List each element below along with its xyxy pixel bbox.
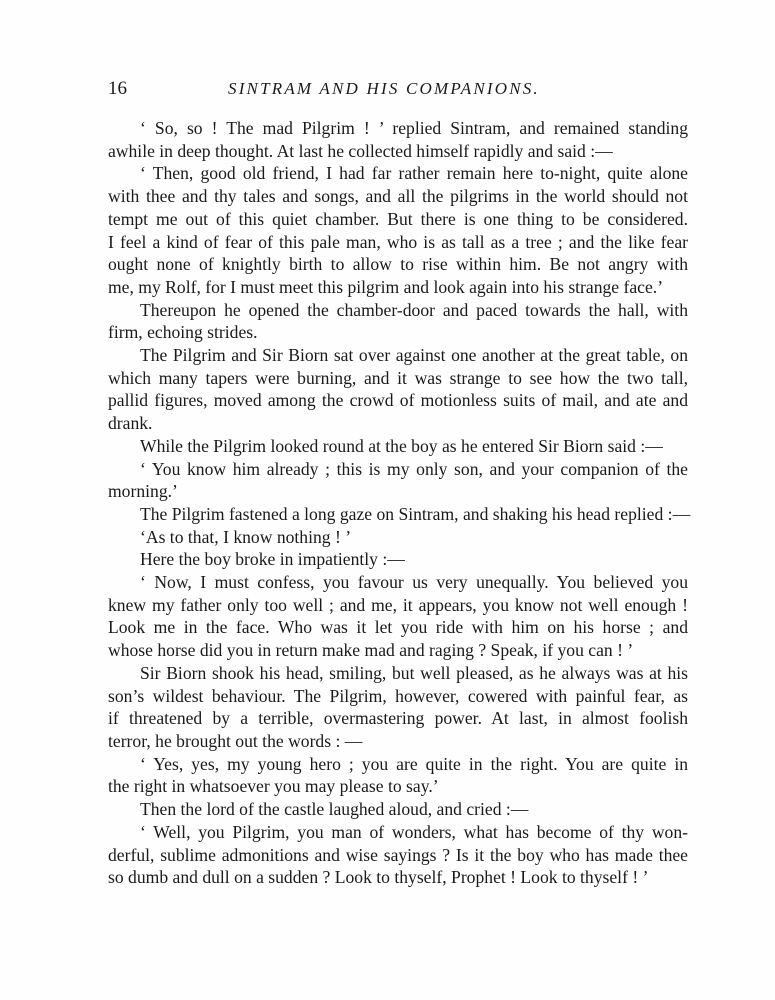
text-line: whose horse did you in return make mad and raging ? Speak, if you can ! ’ xyxy=(108,640,634,661)
text-line: tempt me out of this quiet chamber. But there is one thing to be considered. xyxy=(108,208,688,229)
paragraph xyxy=(108,821,688,889)
paragraph xyxy=(108,571,688,662)
text-line: ‘ Well, you Pilgrim, you man of wonders, what has become of thy won- xyxy=(140,821,688,842)
text-line: ‘ Yes, yes, my young hero ; you are quite in the right. You are quite in xyxy=(140,753,688,774)
paragraph xyxy=(108,344,688,435)
text-line: derful, sublime admonitions and wise sayings ? Is it the boy who has made thee xyxy=(108,844,688,865)
paragraph xyxy=(108,435,688,458)
text-line: knew my father only too well ; and me, it appears, you know not well enough ! xyxy=(108,594,688,615)
paragraph xyxy=(108,503,691,526)
paragraph xyxy=(108,117,688,162)
text-line: with thee and thy tales and songs, and all the pilgrims in the world should not xyxy=(108,186,688,207)
text-line: ought none of knightly birth to allow to rise within him. Be not angry with xyxy=(108,254,688,275)
text-line: I feel a kind of fear of this pale man, who is as tall as a tree ; and the like fear xyxy=(108,231,688,252)
page-number: 16 xyxy=(108,78,127,99)
text-line: Here the boy broke in impatiently :— xyxy=(140,549,405,570)
running-title: SINTRAM AND HIS COMPANIONS. xyxy=(228,79,540,98)
text-line: ‘ So, so ! The mad Pilgrim ! ’ replied Sintram, and remained standing xyxy=(140,118,688,138)
paragraph xyxy=(108,548,688,571)
text-line: so dumb and dull on a sudden ? Look to thyself, Prophet ! Look to thyself ! ’ xyxy=(108,867,649,888)
text-line: terror, he brought out the words : — xyxy=(108,730,363,751)
text-line: Sir Biorn shook his head, smiling, but well pleased, as he always was at his xyxy=(140,662,688,683)
text-line: drank. xyxy=(108,413,153,434)
paragraph xyxy=(108,162,688,298)
text-line: which many tapers were burning, and it was strange to see how the two tall, xyxy=(108,367,688,388)
paragraph xyxy=(108,798,688,821)
text-line: morning.’ xyxy=(108,481,178,502)
text-line: Thereupon he opened the chamber-door and paced towards the hall, with xyxy=(140,299,688,320)
text-line: While the Pilgrim looked round at the boy as he entered Sir Biorn said :— xyxy=(140,435,663,456)
page-header xyxy=(108,76,688,102)
paragraph xyxy=(108,662,688,753)
text-line: son’s wildest behaviour. The Pilgrim, however, cowered with painful fear, as xyxy=(108,685,688,706)
paragraph xyxy=(108,458,688,503)
text-line: ‘ You know him already ; this is my only son, and your companion of the xyxy=(140,458,688,479)
body-text xyxy=(108,117,691,889)
text-line: ‘ Now, I must confess, you favour us very unequally. You believed you xyxy=(140,572,688,593)
paragraph xyxy=(108,299,688,344)
text-line: Then the lord of the castle laughed aloud, and cried :— xyxy=(140,799,529,820)
text-line: me, my Rolf, for I must meet this pilgrim and look again into his strange face.’ xyxy=(108,276,664,297)
text-line: if threatened by a terrible, overmastering power. At last, in almost foolish xyxy=(108,708,688,729)
text-line: ‘ Then, good old friend, I had far rather remain here to-night, quite alone xyxy=(140,163,688,184)
text-line: Look me in the face. Who was it let you ride with him on his horse ; and xyxy=(108,617,688,638)
text-line: ‘As to that, I know nothing ! ’ xyxy=(140,526,352,547)
text-line: awhile in deep thought. At last he collected himself rapidly and said :— xyxy=(108,140,613,161)
text-line: firm, echoing strides. xyxy=(108,322,258,343)
paragraph xyxy=(108,526,688,549)
text-line: the right in whatsoever you may please to say.’ xyxy=(108,776,439,797)
text-line: pallid figures, moved among the crowd of motionless suits of mail, and ate and xyxy=(108,390,688,411)
text-line: The Pilgrim and Sir Biorn sat over against one another at the great table, on xyxy=(140,345,688,366)
paragraph xyxy=(108,753,688,798)
text-line: The Pilgrim fastened a long gaze on Sintram, and shaking his head replied :— xyxy=(140,503,691,524)
